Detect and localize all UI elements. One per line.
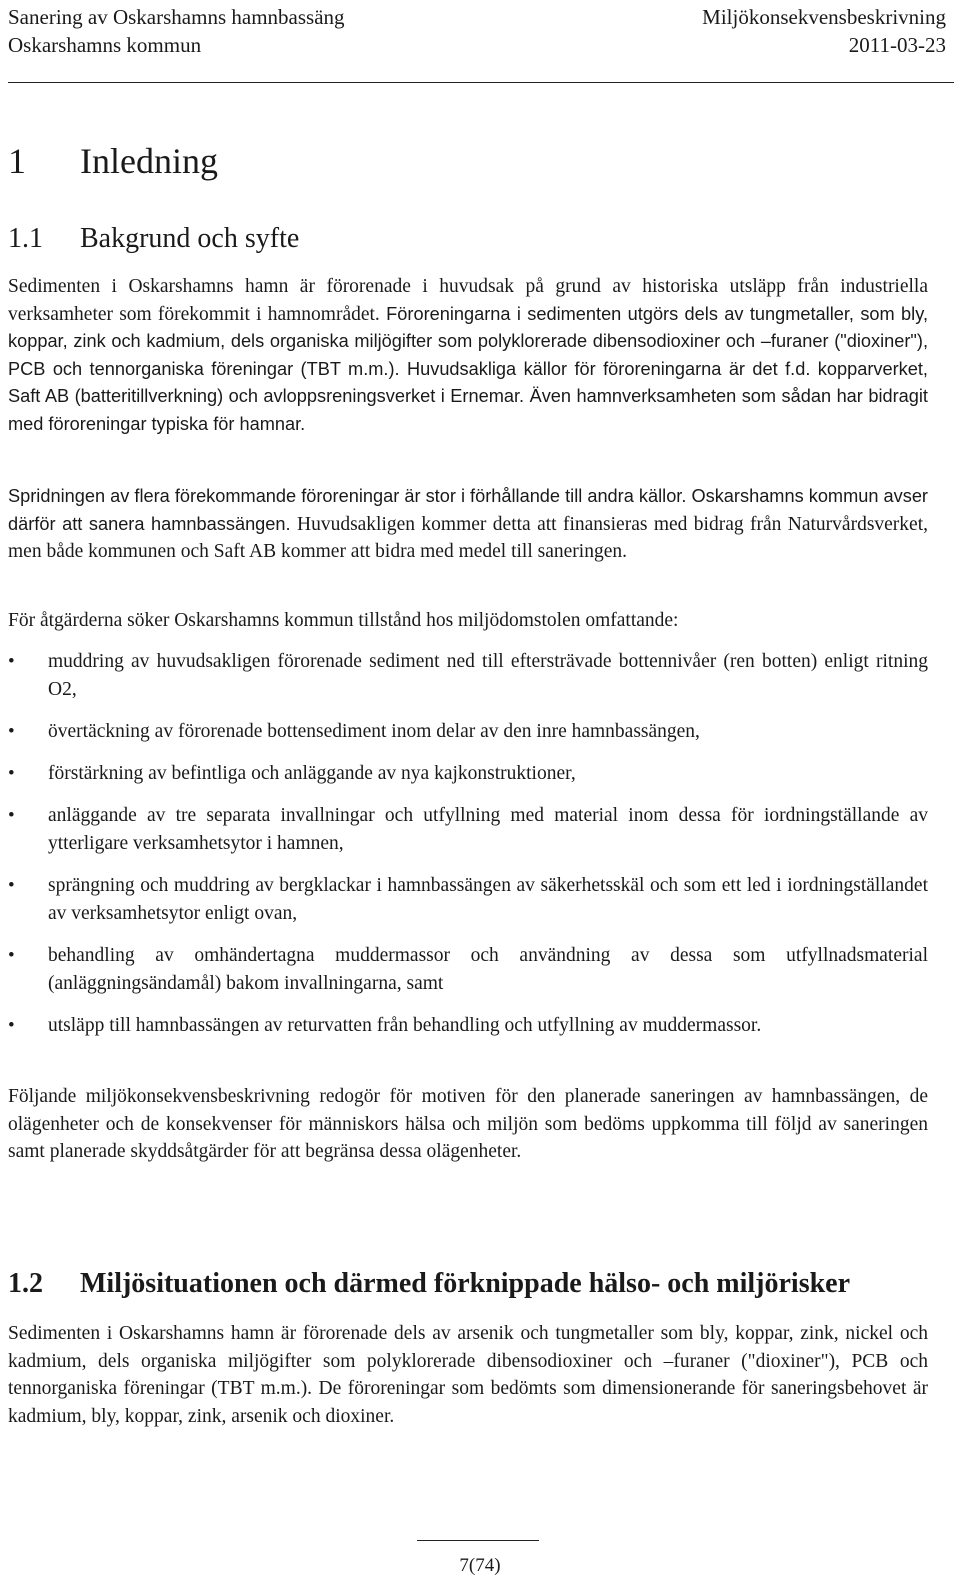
section-title: Bakgrund och syfte xyxy=(80,223,300,254)
page-footer xyxy=(0,1540,960,1591)
list-item xyxy=(8,1012,928,1040)
header-organization: Oskarshamns kommun xyxy=(8,33,202,57)
section-number: 1.1 xyxy=(8,223,43,254)
footer-divider xyxy=(417,1540,539,1541)
header-left xyxy=(8,3,345,59)
list-item-text: sprängning och muddring av bergklackar i hamnbassängen av säkerhetsskäl och som ett led i iordningställandet av verksamhetsytor enligt ovan, xyxy=(48,875,928,924)
section-number: 1.2 xyxy=(8,1268,43,1299)
paragraph-part: Föroreningarna i sedimenten utgörs dels av tungmetaller, som bly, koppar, zink och kadmium, dels organiska miljögifter som polyklorerade dibensodioxiner och –furaner ("dioxiner"), PCB och tennorganiska föreningar (TBT m.m.). Huvudsakliga källor för föroreningarna är det f.d. kopparverket, Saft AB (batteritillverkning) och avloppsreningsverket i Ernemar. Även hamnverksamheten som sådan har bidragit med föroreningar typiska för hamnar. xyxy=(8,303,928,434)
bullet-icon: • xyxy=(8,721,15,742)
page-number: 7(74) xyxy=(459,1555,501,1576)
list-item-text: anläggande av tre separata invallningar och utfyllning med material inom dessa för iordningställande av ytterligare verksamhetsytor i hamnen, xyxy=(48,805,928,854)
section-title: Miljösituationen och därmed förknippade hälso- och miljörisker xyxy=(80,1268,851,1299)
paragraph-part: Huvudsakligen kommer detta att finansieras med bidrag från Naturvårdsverket, men både kommunen och Saft AB kommer att bidra med medel till saneringen. xyxy=(8,513,929,562)
chapter-title: Inledning xyxy=(80,141,218,181)
section-heading-1-1 xyxy=(8,221,299,257)
paragraph-spreading xyxy=(8,483,928,566)
bullet-icon: • xyxy=(8,1015,15,1036)
bullet-icon: • xyxy=(8,805,15,826)
bullet-icon: • xyxy=(8,651,15,672)
list-item-text: muddring av huvudsakligen förorenade sediment ned till eftersträvade bottennivåer (ren botten) enligt ritning O2, xyxy=(48,651,928,700)
list-item xyxy=(8,718,928,746)
measures-list xyxy=(8,648,928,1054)
paragraph-permit-intro: För åtgärderna söker Oskarshamns kommun tillstånd hos miljödomstolen omfattande: xyxy=(8,610,679,631)
header-doc-type: Miljökonsekvensbeskrivning xyxy=(702,5,946,29)
list-item xyxy=(8,942,928,998)
list-item xyxy=(8,802,928,858)
paragraph-part: Sedimenten i Oskarshamns hamn är förorenade i huvudsak på grund av historiska utsläpp från industriella verksamheter som förekommit i hamnområdet. xyxy=(8,276,928,325)
paragraph-mkb-purpose: Följande miljökonsekvensbeskrivning redogör för motiven för den planerade saneringen av hamnbassängen, de olägenheter och de konsekvenser för människors hälsa och miljön som bedöms uppkomma till följd av saneringen samt planerade skyddsåtgärder för att begränsa dessa olägenheter. xyxy=(8,1086,928,1162)
section-heading-1-2 xyxy=(8,1266,850,1302)
list-item-text: förstärkning av befintliga och anläggande av nya kajkonstruktioner, xyxy=(48,763,576,784)
paragraph-environment: Sedimenten i Oskarshamns hamn är förorenade dels av arsenik och tungmetaller som bly, koppar, zink, nickel och kadmium, dels organiska miljögifter som polyklorerade dibensodioxiner och –furaner ("dioxiner"), PCB och tennorganiska föreningar (TBT m.m.). De föroreningar som bedömts som dimensionerande för saneringsbehovet är kadmium, bly, koppar, zink, arsenik och dioxiner. xyxy=(8,1323,928,1427)
list-item-text: utsläpp till hamnbassängen av returvatten från behandling och utfyllning av muddermassor. xyxy=(48,1015,762,1036)
header-doc-title: Sanering av Oskarshamns hamnbassäng xyxy=(8,5,345,29)
header-right xyxy=(702,3,946,59)
header-date: 2011-03-23 xyxy=(848,33,946,57)
chapter-number: 1 xyxy=(8,141,26,181)
list-item xyxy=(8,760,928,788)
bullet-icon: • xyxy=(8,875,15,896)
bullet-icon: • xyxy=(8,945,15,966)
list-item xyxy=(8,648,928,704)
page-header xyxy=(8,0,954,83)
bullet-icon: • xyxy=(8,763,15,784)
list-item-text: behandling av omhändertagna muddermassor och användning av dessa som utfyllnadsmaterial (anläggningsändamål) bakom invallningarna, samt xyxy=(48,945,928,994)
list-item-text: övertäckning av förorenade bottensediment inom delar av den inre hamnbassängen, xyxy=(48,721,700,742)
list-item xyxy=(8,872,928,928)
paragraph-part: Spridningen av flera förekommande föroreningar är stor i förhållande till andra källor. Oskarshamns kommun avser därför att sanera hamnbassängen. xyxy=(8,486,928,534)
paragraph-background xyxy=(8,273,928,438)
chapter-heading xyxy=(8,139,218,183)
